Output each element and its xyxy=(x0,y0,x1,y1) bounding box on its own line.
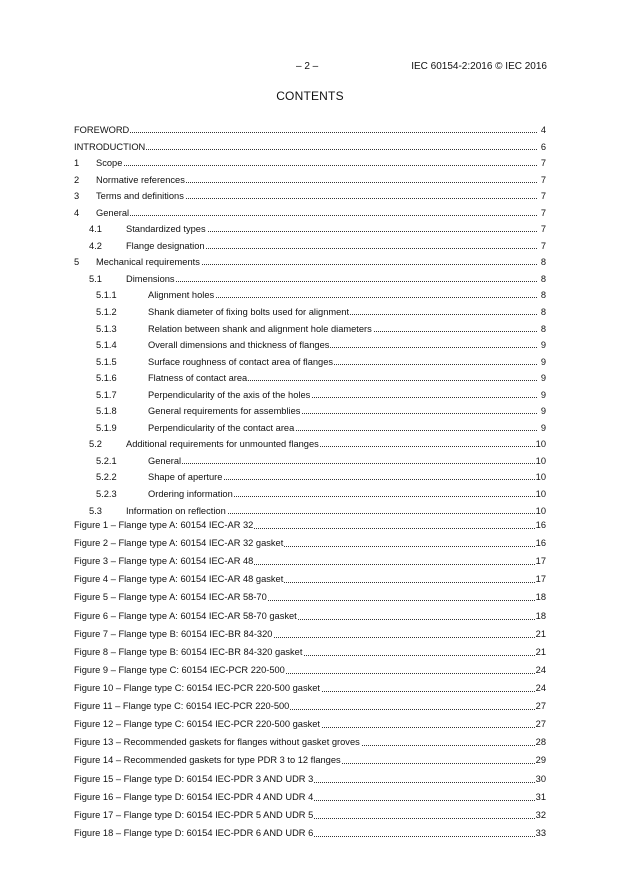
toc-entry[interactable] xyxy=(74,354,546,371)
figure-entry-page: 16 xyxy=(535,516,546,534)
toc-entry-number: 5.1.7 xyxy=(96,389,117,400)
figure-entry-title: Figure 13 – Recommended gaskets for flanges without gasket groves xyxy=(74,737,360,748)
toc-entry-title-line xyxy=(126,271,546,287)
toc-entry-page: 9 xyxy=(540,337,546,353)
figure-entry-page: 32 xyxy=(535,806,546,824)
toc-entry-title-line xyxy=(148,304,546,320)
figure-entry-title-line xyxy=(74,770,546,788)
toc-entry-number: 5.2 xyxy=(89,439,102,450)
figure-entry-page: 17 xyxy=(535,570,546,588)
figure-entry-page: 21 xyxy=(535,625,546,643)
toc-entry[interactable] xyxy=(74,420,546,437)
toc-entry-title: Relation between shank and alignment hole diameters xyxy=(148,323,372,334)
toc-entry-page: 8 xyxy=(540,304,546,320)
toc-entry-title-line xyxy=(148,486,546,502)
toc-entry-page: 7 xyxy=(540,221,546,237)
toc-entry[interactable] xyxy=(74,436,546,453)
toc-entry-page: 9 xyxy=(540,403,546,419)
toc-entry-number: 4 xyxy=(74,207,80,218)
toc-entry-title: Ordering information xyxy=(148,489,233,500)
toc-entry[interactable] xyxy=(74,271,546,288)
figure-entry[interactable] xyxy=(74,625,546,643)
toc-entry-title: Mechanical requirements xyxy=(96,257,200,268)
toc-entry-title: Perpendicularity of the contact area xyxy=(148,422,295,433)
figure-entry-title-line xyxy=(74,697,546,715)
figure-entry-title-line xyxy=(74,552,546,570)
toc-entry-number: 5.1 xyxy=(89,273,102,284)
figure-entry[interactable] xyxy=(74,715,546,733)
figure-entry-title: Figure 8 – Flange type B: 60154 IEC-BR 84-320 gasket xyxy=(74,646,303,657)
toc-entry[interactable] xyxy=(74,122,546,139)
figure-entry-page: 28 xyxy=(535,733,546,751)
figure-entry-title: Figure 9 – Flange type C: 60154 IEC-PCR 220-500 xyxy=(74,664,285,675)
toc-entry-page: 4 xyxy=(540,122,546,138)
toc-entry-number: 2 xyxy=(74,174,80,185)
figure-entry-title: Figure 11 – Flange type C: 60154 IEC-PCR 220-500 xyxy=(74,701,290,712)
toc-entry-title-line xyxy=(126,238,546,254)
figure-entry-title: Figure 12 – Flange type C: 60154 IEC-PCR 220-500 gasket xyxy=(74,719,320,730)
standard-reference: IEC 60154-2:2016 © IEC 2016 xyxy=(411,61,547,72)
figure-entry-page: 18 xyxy=(535,588,546,606)
toc-entry-title-line xyxy=(148,469,546,485)
toc-entry-page: 10 xyxy=(535,469,546,485)
toc-entry-title-line xyxy=(126,436,546,452)
toc-entry[interactable] xyxy=(74,321,546,338)
toc-entry-title-line xyxy=(148,387,546,403)
toc-entry-page: 8 xyxy=(540,287,546,303)
figure-entry[interactable] xyxy=(74,570,546,588)
toc-entry-title: Standardized types xyxy=(126,224,206,235)
toc-entry-title: Shape of aperture xyxy=(148,472,223,483)
toc-entry-page: 8 xyxy=(540,271,546,287)
figure-entry-title-line xyxy=(74,643,546,661)
toc-entry-number: 5.1.5 xyxy=(96,356,117,367)
toc-entry-number: 5.1.2 xyxy=(96,307,117,318)
toc-entry[interactable] xyxy=(74,403,546,420)
figure-entry[interactable] xyxy=(74,824,546,842)
figure-entry-title: Figure 15 – Flange type D: 60154 IEC-PDR 3 AND UDR 3 xyxy=(74,773,314,784)
toc-entry[interactable] xyxy=(74,188,546,205)
toc-entry[interactable] xyxy=(74,486,546,503)
toc-entry[interactable] xyxy=(74,221,546,238)
figure-entry-title: Figure 4 – Flange type A: 60154 IEC-AR 48 gasket xyxy=(74,574,284,585)
toc-entry-page: 7 xyxy=(540,238,546,254)
figure-entry-title-line xyxy=(74,806,546,824)
toc-entry[interactable] xyxy=(74,139,546,156)
toc-entry-page: 9 xyxy=(540,370,546,386)
toc-entry-page: 7 xyxy=(540,188,546,204)
figure-entry-title: Figure 3 – Flange type A: 60154 IEC-AR 48 xyxy=(74,556,254,567)
figure-entry-page: 24 xyxy=(535,661,546,679)
figure-entry[interactable] xyxy=(74,733,546,751)
figure-entry-title: Figure 16 – Flange type D: 60154 IEC-PDR 4 AND UDR 4 xyxy=(74,791,314,802)
toc-entry-page: 8 xyxy=(540,321,546,337)
toc-entry[interactable] xyxy=(74,155,546,172)
figure-entry-title: Figure 2 – Flange type A: 60154 IEC-AR 32 gasket xyxy=(74,538,284,549)
toc-entry-title: Additional requirements for unmounted flanges xyxy=(126,439,319,450)
toc-entry-title: Perpendicularity of the axis of the holes xyxy=(148,389,311,400)
figure-entry-title-line xyxy=(74,733,546,751)
toc-entry[interactable] xyxy=(74,370,546,387)
toc-entry-number: 5.3 xyxy=(89,505,102,516)
figure-entry[interactable] xyxy=(74,770,546,788)
figure-entry[interactable] xyxy=(74,588,546,606)
toc-entry[interactable] xyxy=(74,254,546,271)
toc-entry-number: 4.1 xyxy=(89,224,102,235)
figure-entry-page: 24 xyxy=(535,679,546,697)
figure-entry-title: Figure 18 – Flange type D: 60154 IEC-PDR 6 AND UDR 6 xyxy=(74,827,314,838)
figure-entry-page: 30 xyxy=(535,770,546,788)
figure-entry-title-line xyxy=(74,679,546,697)
toc-entry-number: 5.2.1 xyxy=(96,455,117,466)
toc-entry-page: 10 xyxy=(535,503,546,519)
toc-entry-title-line xyxy=(148,420,546,436)
toc-entry-number: 5 xyxy=(74,257,80,268)
toc-entry-title-line xyxy=(148,403,546,419)
figure-entry-title-line xyxy=(74,715,546,733)
toc-entry-title-line xyxy=(96,172,546,188)
toc-entry-title-line xyxy=(74,122,546,138)
toc-entry-number: 3 xyxy=(74,191,80,202)
figure-entry-title: Figure 10 – Flange type C: 60154 IEC-PCR 220-500 gasket xyxy=(74,682,320,693)
figure-entry[interactable] xyxy=(74,661,546,679)
toc-entry-title-line xyxy=(96,188,546,204)
figure-entry[interactable] xyxy=(74,643,546,661)
toc-entry-title: General requirements for assemblies xyxy=(148,406,301,417)
toc-entry-title-line xyxy=(148,337,546,353)
toc-entry-title-line xyxy=(148,321,546,337)
figure-entry-page: 17 xyxy=(535,552,546,570)
figure-entry-page: 16 xyxy=(535,534,546,552)
toc-entry-number: 5.1.3 xyxy=(96,323,117,334)
toc-entry[interactable] xyxy=(74,453,546,470)
figure-entry[interactable] xyxy=(74,516,546,534)
toc-entry[interactable] xyxy=(74,238,546,255)
toc-entry-title: FOREWORD xyxy=(74,125,130,135)
figure-entry[interactable] xyxy=(74,788,546,806)
figure-entry[interactable] xyxy=(74,552,546,570)
figure-entry[interactable] xyxy=(74,607,546,625)
toc-entry-title: INTRODUCTION xyxy=(74,141,146,152)
toc-entry-number: 5.1.8 xyxy=(96,406,117,417)
figure-entry-title-line xyxy=(74,824,546,842)
toc-entry-title-line xyxy=(148,370,546,386)
toc-entry-title-line xyxy=(126,221,546,237)
toc-entry-number: 5.1.1 xyxy=(96,290,117,301)
toc-entry-page: 10 xyxy=(535,436,546,452)
figure-entry-title: Figure 6 – Flange type A: 60154 IEC-AR 58-70 gasket xyxy=(74,610,297,621)
toc-entry-title-line xyxy=(148,354,546,370)
figure-entry-title: Figure 7 – Flange type B: 60154 IEC-BR 84-320 xyxy=(74,628,273,639)
toc-entry[interactable] xyxy=(74,387,546,404)
toc-entry-page: 9 xyxy=(540,387,546,403)
toc-entry-page: 7 xyxy=(540,155,546,171)
toc-entry-title: Terms and definitions xyxy=(96,191,184,202)
toc-entry-title: General xyxy=(148,455,182,466)
figure-entry-title: Figure 1 – Flange type A: 60154 IEC-AR 32 xyxy=(74,520,254,530)
toc-entry[interactable] xyxy=(74,205,546,222)
toc-entry-title: General xyxy=(96,207,130,218)
toc-entry-number: 5.1.4 xyxy=(96,340,117,351)
toc-entry-title-line xyxy=(148,287,546,303)
figure-entry-title-line xyxy=(74,625,546,643)
figure-entry-title-line xyxy=(74,661,546,679)
figure-entry-page: 18 xyxy=(535,607,546,625)
toc-entry-title-line xyxy=(96,155,546,171)
toc-entry-title-line xyxy=(148,453,546,469)
toc-entry-title: Overall dimensions and thickness of flanges xyxy=(148,340,330,351)
figure-entry-title: Figure 17 – Flange type D: 60154 IEC-PDR 5 AND UDR 5 xyxy=(74,809,314,820)
toc-entry-title-line xyxy=(96,205,546,221)
toc-entry-title: Dimensions xyxy=(126,273,175,284)
page-title: CONTENTS xyxy=(276,89,344,103)
toc-entry-page: 10 xyxy=(535,453,546,469)
figure-entry-page: 31 xyxy=(535,788,546,806)
toc-entry-number: 5.1.6 xyxy=(96,373,117,384)
toc-entry-page: 10 xyxy=(535,486,546,502)
toc-entry-title-line xyxy=(96,254,546,270)
toc-entry[interactable] xyxy=(74,172,546,189)
toc-entry-page: 7 xyxy=(540,172,546,188)
figure-entry-title: Figure 14 – Recommended gaskets for type PDR 3 to 12 flanges xyxy=(74,755,341,766)
toc-entry-title: Flatness of contact area xyxy=(148,373,248,384)
toc-entry-page: 9 xyxy=(540,420,546,436)
toc-entry-page: 6 xyxy=(540,139,546,155)
figure-entry-title-line xyxy=(74,516,546,534)
toc-entry-number: 1 xyxy=(74,158,80,169)
figure-entry[interactable] xyxy=(74,751,546,769)
page-number: – 2 – xyxy=(296,61,319,72)
figure-entry-title-line xyxy=(74,534,546,552)
toc-entry-title: Normative references xyxy=(96,174,185,185)
figure-entry-title-line xyxy=(74,607,546,625)
figure-entry-title: Figure 5 – Flange type A: 60154 IEC-AR 58-70 xyxy=(74,592,267,603)
toc-entry-page: 9 xyxy=(540,354,546,370)
figure-entry-title-line xyxy=(74,588,546,606)
toc-entry-title: Alignment holes xyxy=(148,290,215,301)
toc-entry-title-line xyxy=(74,139,546,155)
list-of-figures xyxy=(74,516,546,842)
figure-entry-page: 21 xyxy=(535,643,546,661)
figure-entry[interactable] xyxy=(74,679,546,697)
figure-entry-title-line xyxy=(74,751,546,769)
table-of-contents xyxy=(74,122,546,519)
toc-entry-title: Shank diameter of fixing bolts used for alignment xyxy=(148,307,350,318)
figure-entry[interactable] xyxy=(74,697,546,715)
figure-entry-page: 33 xyxy=(535,824,546,842)
toc-entry[interactable] xyxy=(74,337,546,354)
toc-entry[interactable] xyxy=(74,287,546,304)
figure-entry[interactable] xyxy=(74,806,546,824)
toc-entry-title: Surface roughness of contact area of flanges xyxy=(148,356,334,367)
toc-entry-number: 5.2.2 xyxy=(96,472,117,483)
toc-entry-title: Scope xyxy=(96,158,123,169)
toc-entry-title: Flange designation xyxy=(126,240,205,251)
toc-entry-number: 5.1.9 xyxy=(96,422,117,433)
figure-entry-page: 27 xyxy=(535,697,546,715)
toc-entry-page: 8 xyxy=(540,254,546,270)
figure-entry[interactable] xyxy=(74,534,546,552)
figure-entry-page: 27 xyxy=(535,715,546,733)
figure-entry-title-line xyxy=(74,570,546,588)
toc-entry[interactable] xyxy=(74,304,546,321)
toc-entry-title: Information on reflection xyxy=(126,505,226,516)
toc-entry-number: 4.2 xyxy=(89,240,102,251)
toc-entry-number: 5.2.3 xyxy=(96,489,117,500)
toc-entry[interactable] xyxy=(74,469,546,486)
toc-entry-page: 7 xyxy=(540,205,546,221)
figure-entry-title-line xyxy=(74,788,546,806)
figure-entry-page: 29 xyxy=(535,751,546,769)
